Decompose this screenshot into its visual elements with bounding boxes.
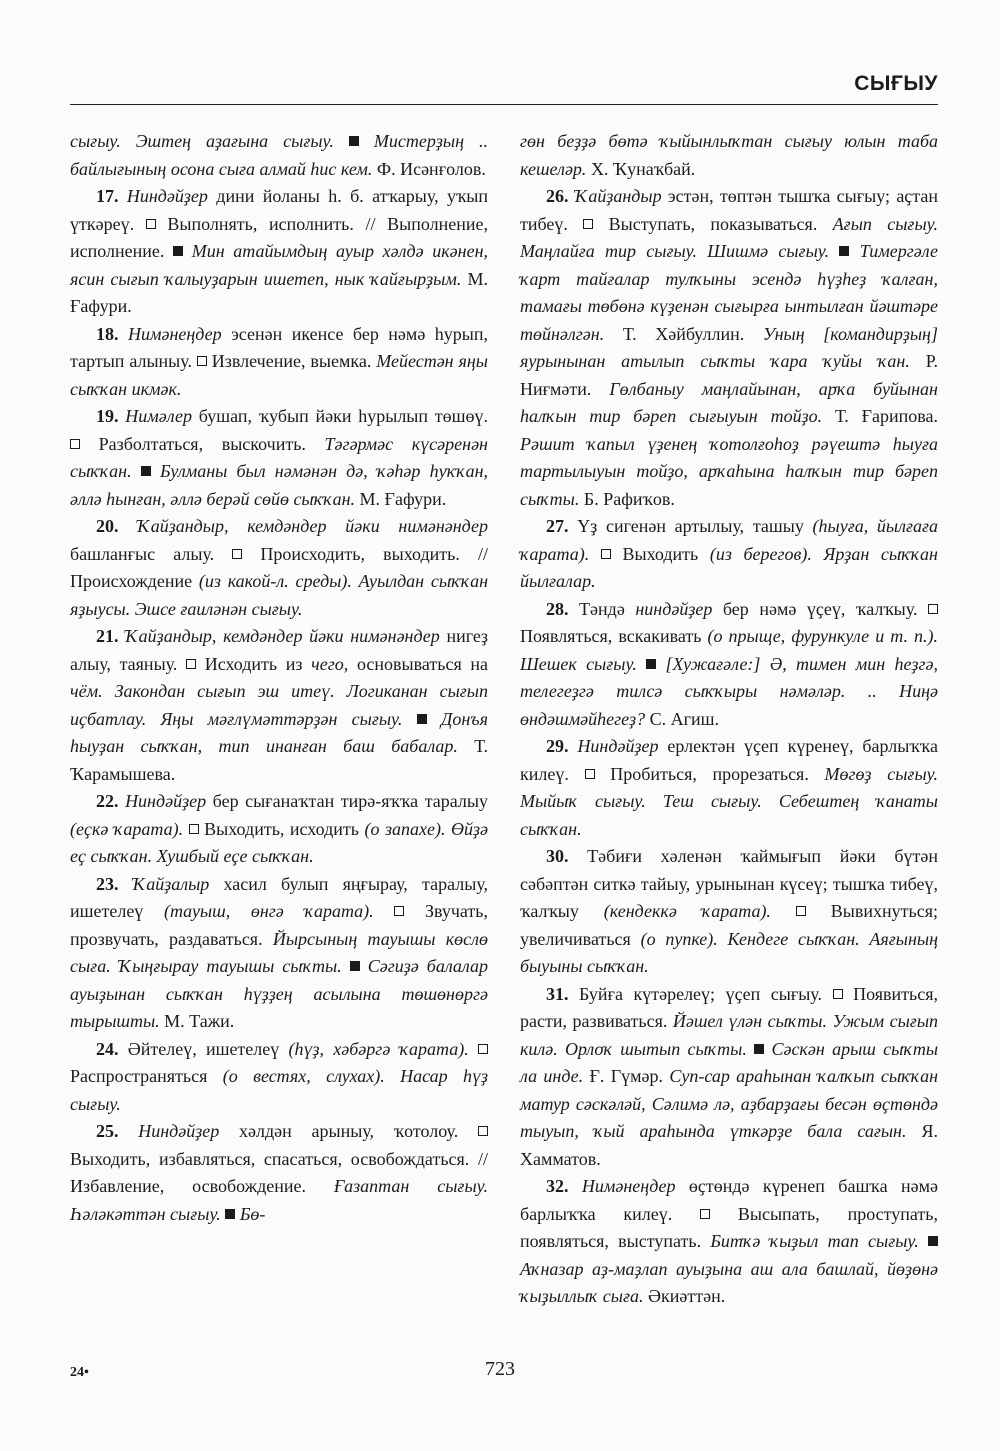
definition-text: Появляться, вскакивать <box>520 626 708 646</box>
definition-text: Ғ. Гүмәр. <box>583 1066 670 1086</box>
definition-text <box>589 544 601 564</box>
sense-entry <box>70 183 488 321</box>
example-marker-icon <box>349 136 359 146</box>
definition-text <box>637 654 646 674</box>
definition-text: Т. Ғарипова. <box>822 406 939 426</box>
definition-text: Появиться, расти, развиваться. <box>520 983 938 1031</box>
definition-text: Выходить, избавляться, спасаться, освобождаться. // Избавление, освобождение. <box>70 1148 488 1196</box>
sense-entry <box>70 513 488 623</box>
example-marker-icon <box>417 714 427 724</box>
example-text: Мистерҙың .. байлығының осона сыға алмай һис кем. <box>70 131 489 179</box>
example-text: Уның [командирҙың] яурынынан атылып сыҡты ҡара ҡуйы ҡан. <box>520 323 938 371</box>
example-text: Тимергәле ҡарт тайғалар тулҡыны эсендә һүҙһеҙ ҡалған, тамағы төбөнә күҙенән сығырға ынтылған йәштәре төйнәлгән. <box>520 241 939 344</box>
definition-text: Т. Хәйбуллин. <box>604 323 763 344</box>
definition-text: Вывихнуться; увеличиваться <box>520 901 938 949</box>
definition-text: Тәбиғи хәленән ҡаймығып йәки бүтән сәбәптән ситкә тайыу, урынынан күсеү; тышҡа тибеү, ҡалҡыу <box>520 846 939 921</box>
definition-text: хасил булып яңғырау, таралыу, ишетелеү <box>70 873 489 921</box>
dictionary-columns <box>70 128 938 1311</box>
example-text: Ағып сығыу. Маңлайға тир сығыу. Шишмә сығыу. <box>520 213 938 261</box>
example-text: чём. <box>70 681 103 701</box>
example-text: Ҡайҙандыр <box>574 186 662 206</box>
example-text: Суп-сар араһынан ҡалҡып сыҡҡан матур сәскәләй, Сәлимә лә, аҙбарҙағы бесән өҫтөндә тыуып, ҡый араһында үткәрҙе бала сағын. <box>520 1066 938 1141</box>
sense-number: 25. <box>96 1121 119 1141</box>
definition-text: Выходить <box>610 543 710 564</box>
definition-text: Звучать, прозвучать, раздаваться. <box>70 901 489 949</box>
definition-text: М. Ғафури. <box>70 268 488 316</box>
definition-text: дини йоланы һ. б. атҡарыу, уҡып үткәреү. <box>70 186 489 234</box>
example-text: Мейестән яңы сыҡҡан икмәк. <box>70 351 488 399</box>
definition-text: Р. Ниғмәти. <box>520 351 938 399</box>
sense-number: 22. <box>96 791 119 811</box>
translation-marker-icon <box>796 906 806 916</box>
sense-entry <box>520 596 938 734</box>
definition-text: өҫтөндә күренеп башҡа нәмә барлыҡҡа килеү. <box>520 1176 938 1224</box>
definition-text <box>771 901 796 921</box>
example-text: Сәскән арыш сыҡты ла инде. <box>520 1038 939 1086</box>
sense-entry <box>520 843 938 981</box>
example-text: Нимәнеңдер <box>581 1176 676 1196</box>
sense-number: 19. <box>96 406 119 426</box>
definition-text: Я. Хамматов. <box>520 1121 938 1169</box>
example-text: Бө- <box>235 1203 266 1224</box>
sense-entry <box>520 513 938 596</box>
page-number: 723 <box>485 1358 515 1380</box>
example-text: Рәшит ҡапыл үҙенең ҡотолғоһоҙ рәүештә һыуға тартылыуын тойҙо, арҡаһына һалҡын тир бәреп сыҡты. <box>520 433 938 509</box>
example-text: Ғазаптан сығыу. Һәләкәттән сығыу. <box>70 1176 488 1224</box>
sense-number: 23. <box>96 873 119 894</box>
sense-entry <box>70 1118 488 1228</box>
translation-marker-icon <box>583 219 593 229</box>
sense-entry <box>520 733 938 843</box>
sense-entry <box>70 623 488 788</box>
definition-text: Выполнять, исполнить. // Выполнение, исполнение. <box>70 213 488 261</box>
example-text: (һыуға, йылғаға ҡарата). <box>520 516 939 564</box>
sense-number: 30. <box>546 846 569 866</box>
example-marker-icon <box>754 1044 764 1054</box>
example-text: (о вестях, слухах). Насар һүҙ сығыу. <box>70 1066 488 1114</box>
sense-number: 21. <box>96 626 119 646</box>
translation-marker-icon <box>232 549 242 559</box>
example-text: Сәгиҙә балалар ауыҙынан сыҡҡан һүҙҙең асылына төшөнөргә тырышты. <box>70 956 488 1031</box>
example-marker-icon <box>646 659 656 669</box>
translation-marker-icon <box>189 824 199 834</box>
definition-text: основываться на <box>348 653 489 674</box>
example-text: Нимәлер <box>125 406 193 426</box>
definition-text: Выступать, показываться. <box>593 213 833 234</box>
definition-text: Пробиться, прорезаться. <box>594 763 825 784</box>
sense-entry <box>70 788 488 871</box>
definition-text: Т. Ҡарамышева. <box>70 736 488 784</box>
sense-number: 24. <box>96 1038 119 1059</box>
definition-text: Әйтелеү, ишетелеү <box>127 1038 289 1059</box>
example-text: Донъя һыуҙан сыҡҡан, тип инанған баш бабалар. <box>70 708 489 756</box>
sense-entry <box>520 1173 938 1311</box>
translation-marker-icon <box>146 219 156 229</box>
definition-text: Распространяться <box>70 1066 223 1086</box>
left-column <box>70 128 488 1311</box>
example-text: Ниндәйҙер <box>577 736 659 756</box>
definition-text <box>469 1039 478 1059</box>
definition-text: бушап, ҡубып йәки һурылып төшөү. <box>192 406 489 426</box>
header-rule <box>70 104 938 105</box>
example-text: чего, <box>311 653 349 674</box>
definition-text: М. Тажи. <box>159 1011 235 1031</box>
sense-number: 17. <box>96 186 119 206</box>
example-text: Мин атайымдың ауыр хәлдә икәнен, ясин сығып ҡалыуҙарын ишетеп, нык ҡайғырҙым. <box>70 241 488 289</box>
sense-entry <box>70 1036 488 1119</box>
translation-marker-icon <box>70 439 80 449</box>
definition-text: Происходить, выходить. // Происхождение <box>70 543 488 591</box>
sense-number: 20. <box>96 516 119 536</box>
example-marker-icon <box>141 466 151 476</box>
example-text: Ниндәйҙер <box>138 1121 220 1141</box>
example-marker-icon <box>928 1236 938 1246</box>
sense-entry <box>520 183 938 513</box>
example-text: Ҡайҙалыр <box>132 873 210 894</box>
sense-number: 29. <box>546 736 569 756</box>
example-text: Ниндәйҙер <box>126 186 208 206</box>
example-text: гөн беҙҙә бөтә ҡыйынлыҡтан сығыу юлын таба кешеләр. <box>520 131 938 179</box>
definition-text: Выходить, исходить <box>198 818 365 839</box>
example-text: Ниндәйҙер <box>125 791 207 811</box>
example-text: Булманы был нәмәнән дә, ҡәһәр һуҡҡан, әллә һынған, әллә берәй сөйө сыҡҡан. <box>70 461 489 509</box>
example-text: (еҫкә ҡарата). <box>70 818 184 839</box>
entry-continuation <box>520 128 938 183</box>
translation-marker-icon <box>928 604 938 614</box>
entry-continuation <box>70 128 488 183</box>
definition-text <box>374 901 395 921</box>
printer-signature-mark: 24• <box>70 1365 89 1380</box>
translation-marker-icon <box>833 989 843 999</box>
example-text: (һүҙ, хәбәргә ҡарата). <box>288 1038 469 1059</box>
sense-number: 31. <box>546 983 569 1004</box>
sense-entry <box>70 403 488 513</box>
definition-text: нигеҙ алыу, таяныу. <box>70 626 489 674</box>
definition-text: Әкиәттән. <box>643 1286 726 1306</box>
example-text: Йырсының тауышы көслө сыға. Ҡыңғырау тауышы сыҡты. <box>70 928 488 976</box>
definition-text: Разболтаться, выскочить. <box>80 433 325 454</box>
definition-text: хәлдән арыныу, ҡотолоу. <box>219 1121 478 1141</box>
sense-entry <box>70 321 488 404</box>
sense-number: 26. <box>546 186 569 206</box>
example-text: (из берегов). Ярҙан сыҡҡан йылғалар. <box>520 543 938 591</box>
example-text: Йәшел үлән сыҡты. Ужым сығып килә. Орлоҡ шытып сыҡты. <box>520 1011 939 1059</box>
example-text: Тәгәрмәс күсәренән сыҡҡан. <box>70 433 488 481</box>
translation-marker-icon <box>478 1044 488 1054</box>
definition-text: Б. Рафиҡов. <box>579 488 675 509</box>
definition-text: Исходить из <box>196 653 312 674</box>
sense-number: 28. <box>546 598 569 619</box>
example-text: [Хужағәле:] Ә, тимен мин һеҙгә, телегеҙгә тилсә сыҡҡыры нәмәләр. .. Ниңә өндәшмәйһегеҙ? <box>520 653 939 729</box>
example-marker-icon <box>173 246 183 256</box>
example-text: Закондан сығып эш итеү. Логиканан сығып иҫбатлау. Яңы мәғлүмәттәрҙән сығыу. <box>70 681 488 729</box>
right-column <box>520 128 938 1311</box>
example-text: Битҡә ҡыҙыл тап сығыу. <box>710 1231 919 1251</box>
definition-text: Үҙ сигенән артылыу, ташыу <box>577 516 813 536</box>
definition-text: эстән, төптән тышҡа сығыу; аҫтан тибеү. <box>520 186 939 234</box>
sense-entry <box>520 981 938 1174</box>
definition-text: М. Ғафури. <box>355 488 447 509</box>
example-text: Ҡайҙандыр, кемдәндер йәки нимәнәндер <box>137 516 488 536</box>
example-text: (о пупке). Кендеге сыҡҡан. Аяғының быуыны сыҡҡан. <box>520 928 938 976</box>
example-text: Аҡназар аҙ-маҙлап ауыҙына аш ала башлай, йөҙөнә ҡыҙыллыҡ сыға. <box>520 1258 938 1306</box>
definition-text: бер нәмә үҫеү, ҡалҡыу. <box>712 598 929 619</box>
example-text: ниндәйҙер <box>635 598 713 619</box>
example-text: Гөлбаныу маңлайынан, арҡа буйынан һалҡын тир бәреп сығыуын тойҙо. <box>520 378 938 426</box>
example-text: (кендеккә ҡарата). <box>603 901 771 921</box>
sense-number: 32. <box>546 1176 569 1196</box>
sense-number: 18. <box>96 323 119 344</box>
definition-text: ерлектән үҫеп күренеү, барлыҡҡа килеү. <box>520 736 938 784</box>
example-text: Мөгөҙ сығыу. Мыйыҡ сығыу. Теш сығыу. Себештең ҡанаты сыҡҡан. <box>520 763 938 839</box>
example-text: Ҡайҙандыр, кемдәндер йәки нимәнәндер <box>125 626 440 646</box>
translation-marker-icon <box>186 659 196 669</box>
translation-marker-icon <box>478 1126 488 1136</box>
example-marker-icon <box>225 1209 235 1219</box>
definition-text: Высыпать, проступать, появляться, выступать. <box>520 1203 938 1251</box>
translation-marker-icon <box>394 906 404 916</box>
definition-text: Тәндә <box>579 598 636 619</box>
translation-marker-icon <box>585 769 595 779</box>
definition-text: С. Агиш. <box>645 708 720 729</box>
sense-entry <box>70 871 488 1036</box>
example-marker-icon <box>839 246 849 256</box>
definition-text: бер сығанаҡтан тирә-яҡҡа таралыу <box>206 791 489 811</box>
definition-text <box>747 1039 754 1059</box>
running-header-word: СЫҒЫУ <box>854 72 938 95</box>
definition-text: эсенән икенсе бер нәмә һурып, тартып алыныу. <box>70 323 488 371</box>
definition-text: Х. Ҡунаҡбай. <box>586 158 696 179</box>
translation-marker-icon <box>197 356 207 366</box>
translation-marker-icon <box>700 1209 710 1219</box>
definition-text: Буйға күтәрелеү; үҫеп сығыу. <box>579 983 833 1004</box>
example-marker-icon <box>350 961 360 971</box>
definition-text: Извлечение, выемка. <box>206 351 377 371</box>
example-text: (из какой-л. среды). Ауылдан сыҡҡан яҙыусы. Эшсе ғаиләнән сығыу. <box>70 571 488 619</box>
sense-number: 27. <box>546 516 569 536</box>
example-text: сығыу. Эштең аҙағына сығыу. <box>70 131 334 151</box>
definition-text: Ф. Исәнғолов. <box>372 158 486 179</box>
example-text: (о запахе). Өйҙә еҫ сыҡҡан. Хушбый еҫе сыҡҡан. <box>70 818 489 866</box>
translation-marker-icon <box>601 549 611 559</box>
definition-text: башланғыс алыу. <box>70 543 233 564</box>
definition-text <box>919 1231 928 1251</box>
example-text: (о прыще, фурункуле и т. п.). Шешек сығыу. <box>520 626 939 674</box>
example-text: (тауыш, өнгә ҡарата). <box>163 901 374 921</box>
example-text: Нимәнеңдер <box>127 323 222 344</box>
